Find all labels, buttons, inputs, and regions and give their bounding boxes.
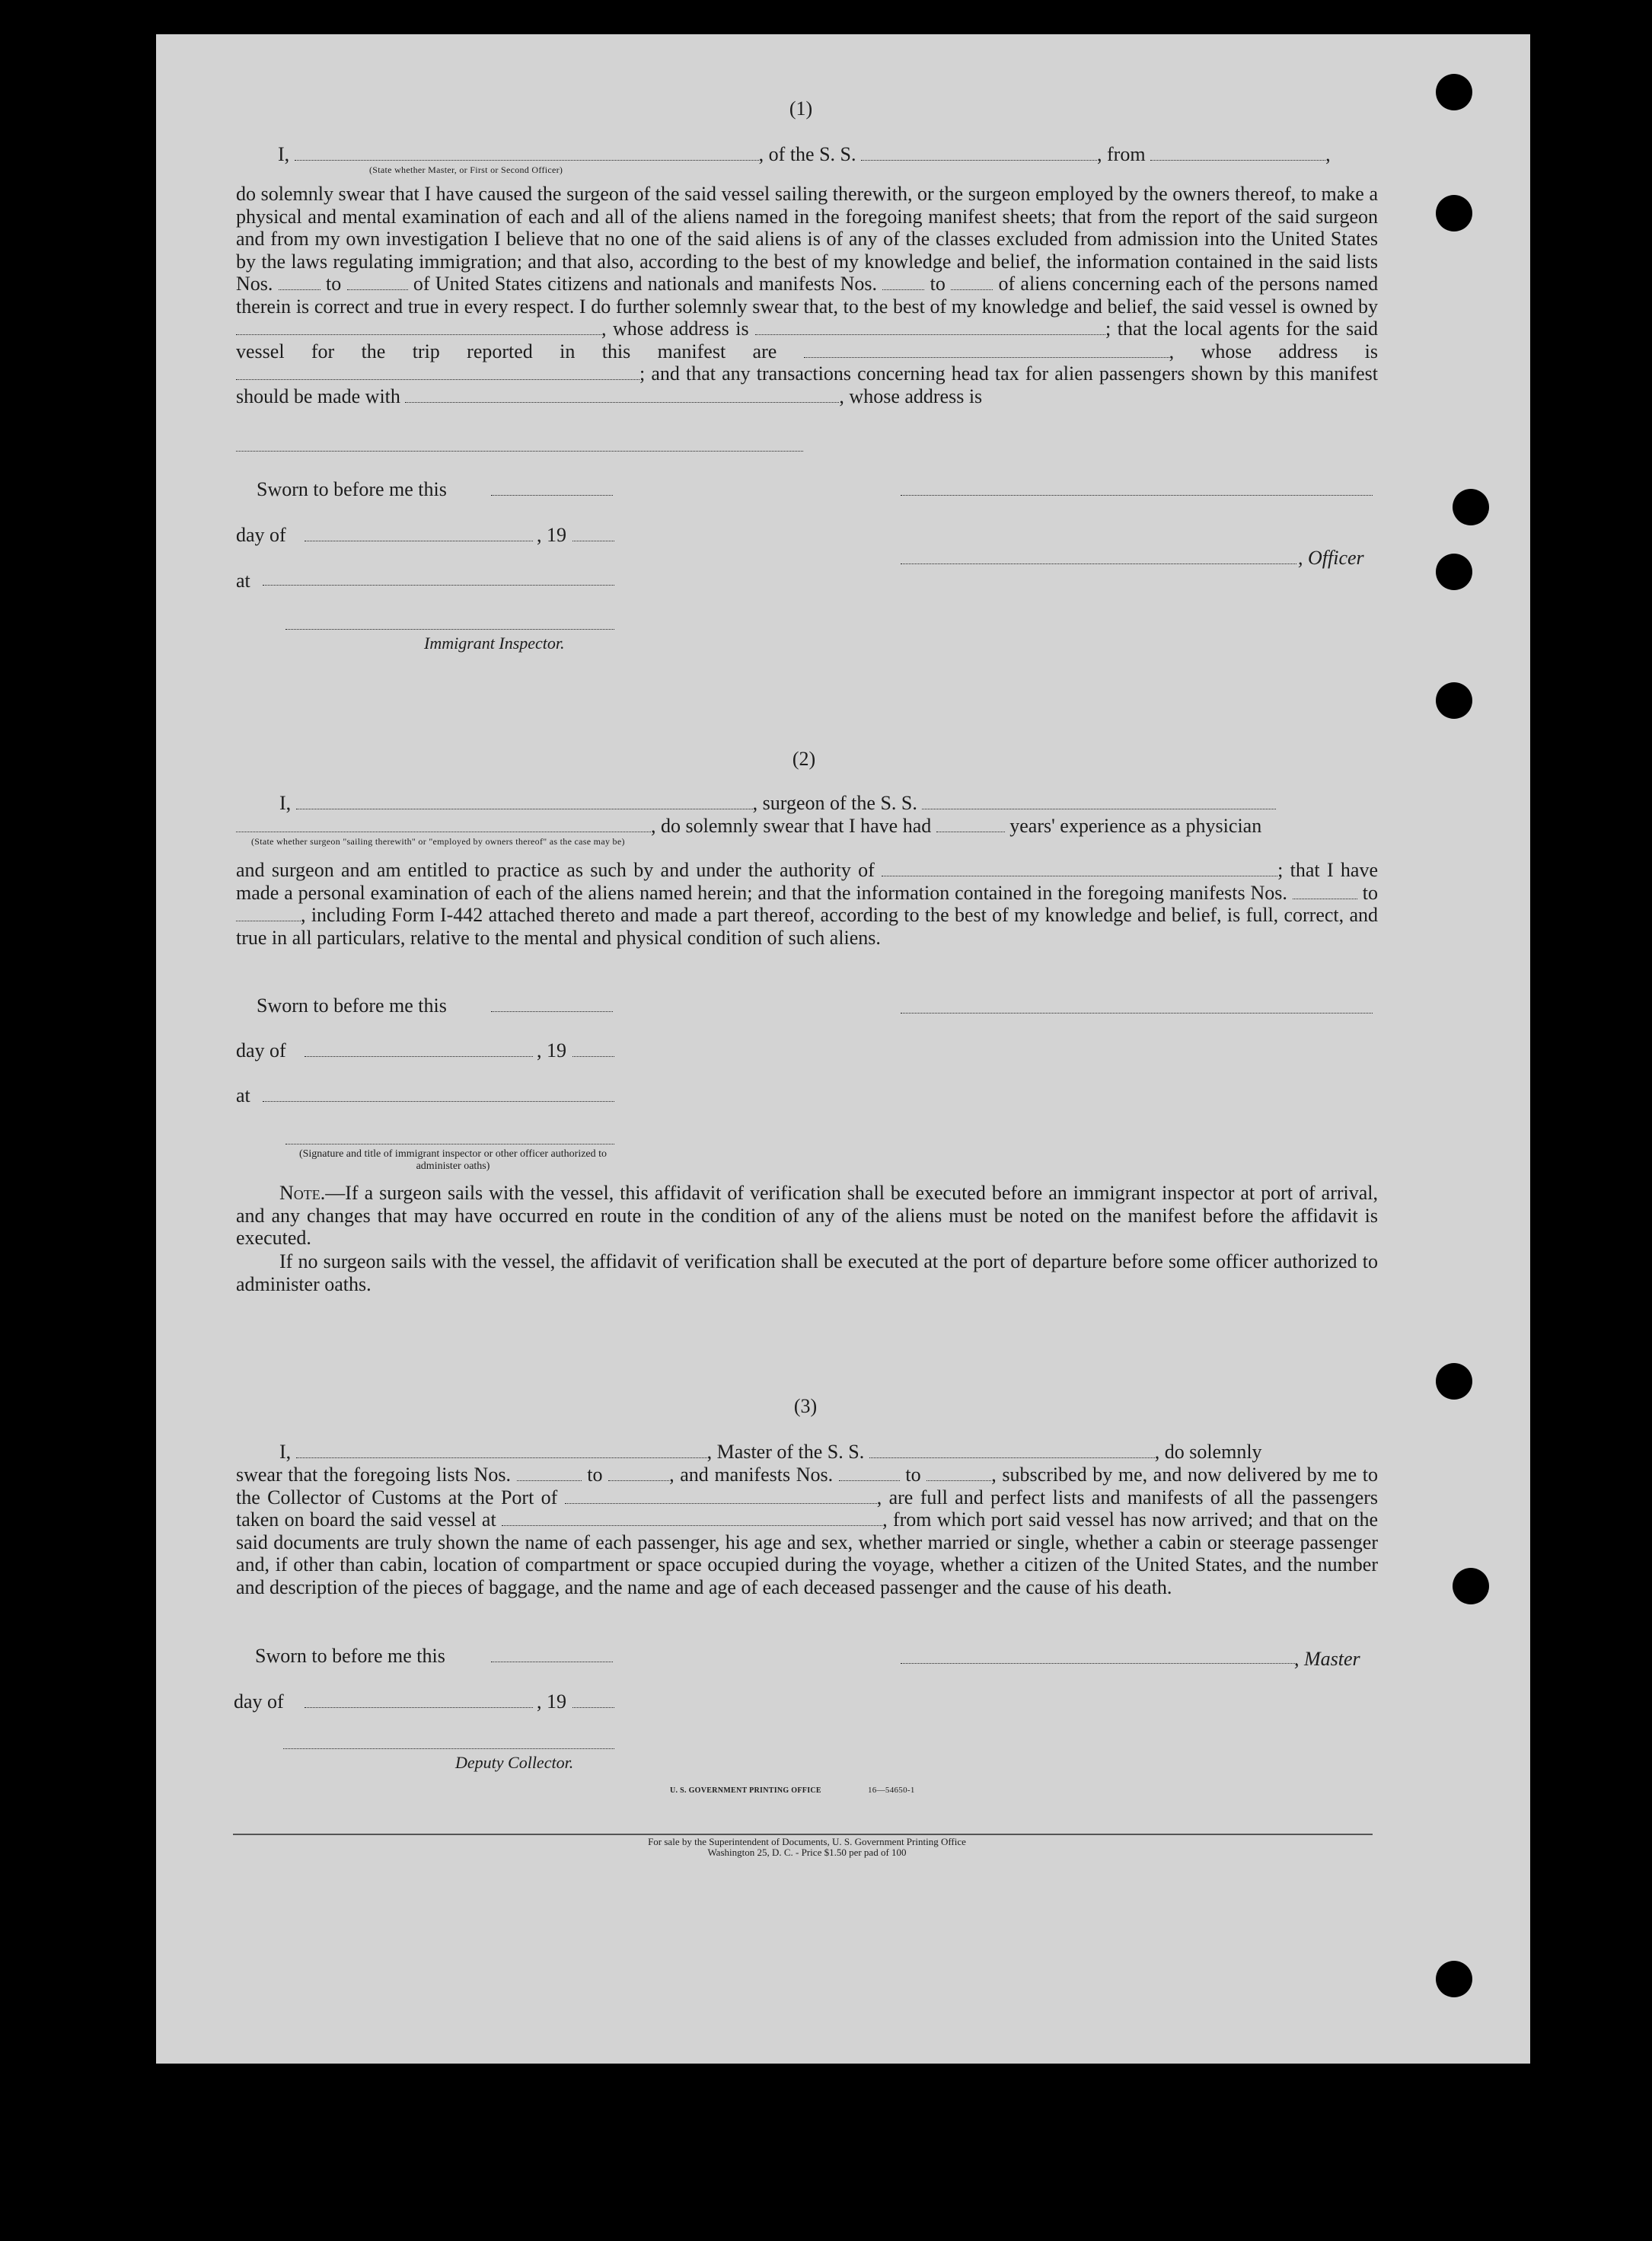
- sworn-day-field[interactable]: [491, 495, 613, 496]
- sale-notice: For sale by the Superintendent of Documents, U. S. Government Printing Office Washington 25, D. C. - Price $1.50 per pad of 100: [648, 1836, 966, 1858]
- manifests-to-field[interactable]: [926, 1465, 991, 1481]
- binder-hole: [1436, 554, 1472, 590]
- binder-hole: [1453, 1568, 1489, 1604]
- sworn-day-field[interactable]: [491, 1011, 613, 1012]
- port-of-departure-field[interactable]: [502, 1510, 882, 1526]
- sworn-label: Sworn to before me this: [257, 478, 447, 500]
- form-number: 16—54650-1: [868, 1786, 915, 1795]
- local-agents-field[interactable]: [804, 342, 1169, 358]
- officer-label: , Officer: [1298, 547, 1364, 569]
- section1-oath-text: do solemnly swear that I have caused the surgeon of the said vessel sailing therewith, or the surgeon employed by the owners thereof, to make a physical and mental examination of each and all of the aliens named in the foregoing manifest sheets; that from the report of the said surgeon and from my own investigation I believe that no one of the said aliens is of any of the classes excluded from admission into the United States by the laws regulating immigration; and that also, according to the best of my knowledge and belief, the information contained in the said lists Nos. to of United States citizens and nationals and manifests Nos. to of aliens concerning each of the persons named therein is correct and true in every respect. I do further solemnly swear that, to the best of my knowledge and belief, the said vessel is owned by , whose address is ; that the local agents for the said vessel for the trip reported in this manifest are , whose address is ; and that any transactions concerning head tax for alien passengers shown by this manifest should be made with , whose address is: [236, 183, 1379, 407]
- day-of-label: day of: [236, 524, 286, 546]
- year-label: , 19: [537, 1690, 566, 1713]
- binder-hole: [1436, 682, 1472, 719]
- at-label: at: [236, 1084, 250, 1106]
- day-of-label: day of: [236, 1039, 286, 1061]
- place-field[interactable]: [263, 585, 614, 586]
- head-tax-agent-field[interactable]: [405, 387, 839, 403]
- section-number: (1): [789, 97, 813, 120]
- section-number: (2): [792, 748, 816, 770]
- sworn-label: Sworn to before me this: [255, 1645, 445, 1667]
- master-name-field[interactable]: [296, 1442, 707, 1458]
- vessel-name-field[interactable]: [922, 793, 1276, 809]
- footer-divider: [233, 1834, 1373, 1835]
- at-label: at: [236, 570, 250, 592]
- place-field[interactable]: [263, 1101, 614, 1102]
- officer-signature-field[interactable]: [901, 563, 1296, 564]
- binder-hole: [1436, 74, 1472, 110]
- year-label: , 19: [537, 1039, 566, 1061]
- section3-first-line: I, , Master of the S. S. , do solemnly: [279, 1441, 1262, 1463]
- collector-label: Deputy Collector.: [455, 1753, 574, 1772]
- surgeon-name-field[interactable]: [296, 793, 753, 809]
- section2-oath-text: and surgeon and am entitled to practice as such by and under the authority of ; that I have made a personal examination of each of the aliens named herein; and that the information contained in the foregoing manifests Nos. to , including Form I-442 attached thereto and made a part thereof, according to the best of my knowledge and belief, is full, correct, and true in all particulars, relative to the mental and physical condition of such aliens.: [236, 859, 1379, 949]
- year-field[interactable]: [572, 1056, 614, 1057]
- manifests-to-field[interactable]: [951, 274, 993, 290]
- signature-note: (Signature and title of immigrant inspector or other officer authorized to administer oaths): [298, 1148, 608, 1172]
- from-port-field[interactable]: [1150, 145, 1325, 161]
- agents-address-field[interactable]: [236, 364, 639, 380]
- manifests-from-field[interactable]: [882, 274, 924, 290]
- binder-hole: [1436, 1363, 1472, 1400]
- lists-from-field[interactable]: [517, 1465, 582, 1481]
- note-paragraph: Note.—If a surgeon sails with the vessel, this affidavit of verification shall be executed before an immigrant inspector at port of arrival, and any changes that may have occurred en route in the condition of any of the aliens must be noted on the manifest before the affidavit is executed.: [236, 1182, 1378, 1249]
- vessel-name-field[interactable]: [869, 1442, 1155, 1458]
- month-field[interactable]: [305, 1707, 533, 1708]
- inspector-signature-field[interactable]: [285, 629, 614, 630]
- port-of-arrival-field[interactable]: [565, 1488, 877, 1504]
- manifests-from-field[interactable]: [839, 1465, 900, 1481]
- lists-to-field[interactable]: [608, 1465, 669, 1481]
- lists-to-field[interactable]: [347, 274, 408, 290]
- manifests-from-field[interactable]: [1293, 883, 1357, 899]
- head-tax-address-field[interactable]: [236, 451, 803, 452]
- binder-hole: [1436, 1961, 1472, 1997]
- section1-first-line: I, , of the S. S. , from ,: [278, 143, 1331, 165]
- section2-second-line: , do solemnly swear that I have had years' experience as a physician: [236, 815, 1261, 838]
- years-field[interactable]: [936, 816, 1005, 832]
- binder-hole: [1453, 489, 1489, 525]
- binder-hole: [1436, 195, 1472, 231]
- surgeon-status-field[interactable]: [236, 816, 651, 832]
- master-label: , Master: [1294, 1648, 1360, 1670]
- sworn-label: Sworn to before me this: [257, 994, 447, 1017]
- officer-note: (State whether Master, or First or Second Officer): [369, 164, 563, 175]
- officer-rank-field[interactable]: [295, 145, 759, 161]
- lists-from-field[interactable]: [279, 274, 321, 290]
- manifests-to-field[interactable]: [236, 905, 301, 921]
- authority-field[interactable]: [882, 860, 1277, 876]
- vessel-name-field[interactable]: [861, 145, 1097, 161]
- day-of-label: day of: [234, 1690, 284, 1713]
- section2-first-line: I, , surgeon of the S. S.: [279, 792, 1276, 815]
- year-label: , 19: [537, 524, 566, 546]
- year-field[interactable]: [572, 1707, 614, 1708]
- owner-field[interactable]: [236, 319, 601, 335]
- month-field[interactable]: [305, 1056, 533, 1057]
- section-number: (3): [793, 1395, 818, 1417]
- collector-signature-field[interactable]: [283, 1748, 614, 1749]
- section3-oath-text: swear that the foregoing lists Nos. to , and manifests Nos. to , subscribed by me, and now delivered by me to the Collector of Customs at the Port of , are full and perfect lists and manifests of all the passengers taken on board the said vessel at , from which port said vessel has now arrived; and that on the said documents are truly shown the name of each passenger, his age and sex, whether married or single, whether a cabin or steerage passenger and, if other than cabin, location of compartment or space occupied during the voyage, whether a citizen of the United States, and the number and description of the pieces of baggage, and the name and age of each deceased passenger and the cause of his death.: [236, 1464, 1379, 1598]
- owner-address-field[interactable]: [755, 319, 1105, 335]
- gpo-imprint: U. S. GOVERNMENT PRINTING OFFICE: [670, 1786, 821, 1795]
- note-paragraph-2: If no surgeon sails with the vessel, the affidavit of verification shall be executed at the port of departure before some officer authorized to administer oaths.: [236, 1250, 1378, 1295]
- signature-field[interactable]: [901, 495, 1373, 496]
- surgeon-signature-field[interactable]: [901, 1013, 1373, 1014]
- inspector-label: Immigrant Inspector.: [424, 634, 565, 653]
- master-signature-field[interactable]: [901, 1663, 1296, 1664]
- surgeon-note: (State whether surgeon "sailing therewith" or "employed by owners thereof" as the case may be): [251, 836, 625, 847]
